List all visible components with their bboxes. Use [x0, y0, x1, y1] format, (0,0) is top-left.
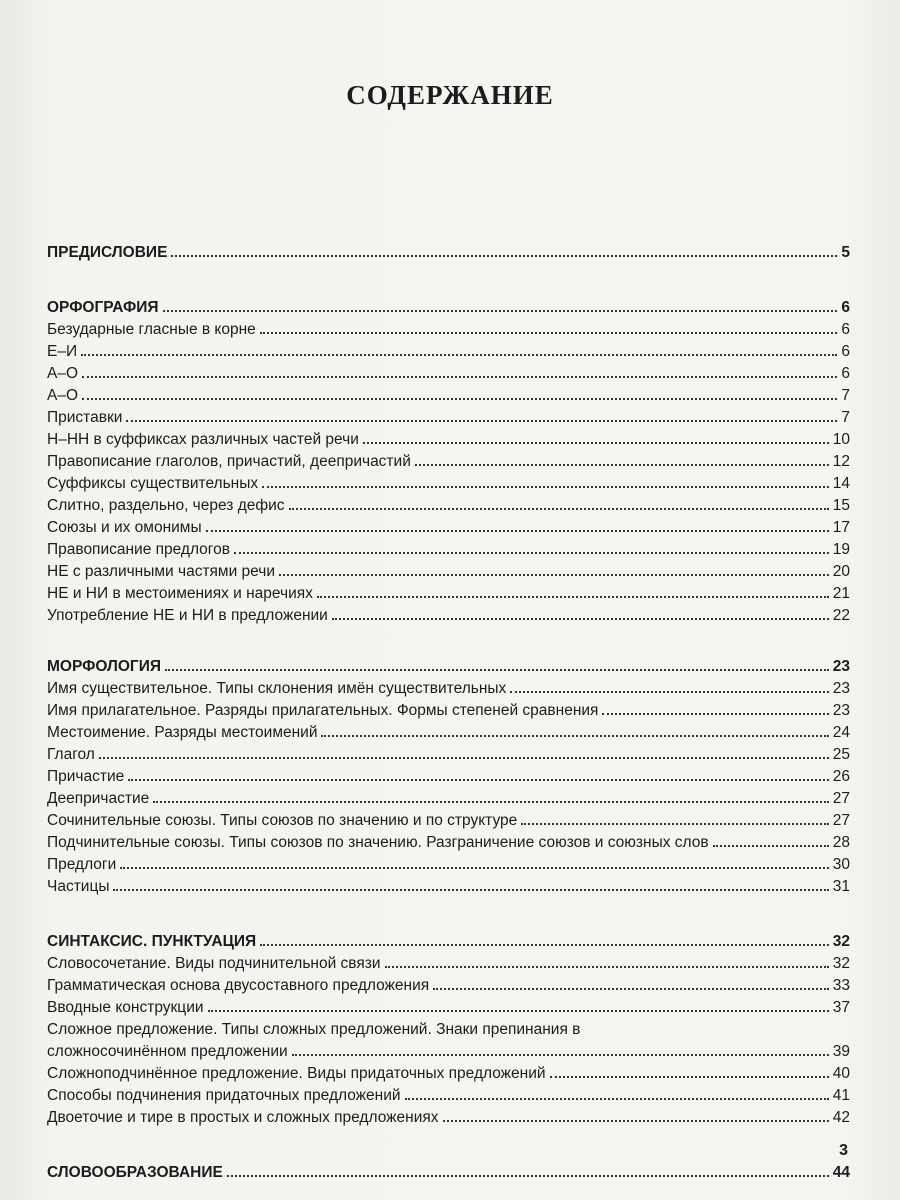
toc-item-text: А–О	[47, 365, 79, 382]
dot-leader	[120, 867, 829, 869]
toc-item-text: Имя прилагательное. Разряды прилагательных. Формы степеней сравнения	[47, 702, 599, 719]
dot-leader	[363, 442, 829, 444]
dot-leader	[128, 779, 829, 781]
toc-item-page: 6	[841, 343, 850, 360]
dot-leader	[126, 420, 837, 422]
toc-item-text: Глагол	[47, 746, 95, 763]
toc-item	[47, 339, 850, 361]
toc-item-text: Правописание глаголов, причастий, деепричастий	[47, 453, 411, 470]
dot-leader	[521, 823, 828, 825]
toc-item	[47, 852, 850, 874]
dot-leader	[292, 1054, 829, 1056]
dot-leader	[443, 1120, 829, 1122]
dot-leader	[317, 596, 829, 598]
toc-item	[47, 951, 850, 973]
toc-item-page: 7	[841, 409, 850, 426]
toc-item	[47, 830, 850, 852]
toc-item-page: 31	[832, 878, 850, 895]
dot-leader	[82, 398, 837, 400]
toc-item-page: 25	[832, 746, 850, 763]
dot-leader	[279, 574, 829, 576]
toc-item-text: Е–И	[47, 343, 78, 360]
dot-leader	[99, 757, 829, 759]
toc-item-page: 21	[832, 585, 850, 602]
dot-leader	[321, 735, 828, 737]
toc-item	[47, 449, 850, 471]
toc-item-page: 27	[832, 790, 850, 807]
toc-item-text: Слитно, раздельно, через дефис	[47, 497, 285, 514]
toc-item-text: Словосочетание. Виды подчинительной связи	[47, 955, 381, 972]
toc-item-page: 33	[832, 977, 850, 994]
toc-item	[47, 764, 850, 786]
toc-item-page: 41	[832, 1087, 850, 1104]
toc-item	[47, 515, 850, 537]
dot-leader	[227, 1175, 829, 1177]
dot-leader	[262, 486, 829, 488]
toc-item-page: 24	[832, 724, 850, 741]
toc-item-text: НЕ с различными частями речи	[47, 563, 276, 580]
toc-section	[47, 927, 850, 951]
toc-item	[47, 361, 850, 383]
dot-leader	[113, 889, 828, 891]
dot-leader	[260, 332, 838, 334]
page-title: СОДЕРЖАНИЕ	[346, 80, 554, 110]
toc-item-text: Правописание предлогов	[47, 541, 230, 558]
dot-leader	[206, 530, 829, 532]
toc-item-text: Союзы и их омонимы	[47, 519, 202, 536]
toc-item-text: НЕ и НИ в местоимениях и наречиях	[47, 585, 313, 602]
toc-item-page: 23	[832, 680, 850, 697]
dot-leader	[405, 1098, 829, 1100]
toc-item	[47, 383, 850, 405]
dot-leader	[550, 1076, 829, 1078]
dot-leader	[82, 376, 837, 378]
toc-item-page: 30	[832, 856, 850, 873]
toc-item-text: Приставки	[47, 409, 123, 426]
toc-item-page: 6	[841, 365, 850, 382]
toc-item-text: Вводные конструкции	[47, 999, 204, 1016]
toc-item-text: Подчинительные союзы. Типы союзов по значению. Разграничение союзов и союзных слов	[47, 834, 709, 851]
toc-section-page: 23	[832, 658, 850, 675]
toc-item-text: Местоимение. Разряды местоимений	[47, 724, 318, 741]
toc-item-text: Н–НН в суффиксах различных частей речи	[47, 431, 359, 448]
toc-item-page: 39	[832, 1043, 850, 1060]
toc-item-text: Предлоги	[47, 856, 117, 873]
toc-item	[47, 603, 850, 625]
toc-section-title: ПРЕДИСЛОВИЕ	[47, 244, 168, 261]
toc-item-page: 23	[832, 702, 850, 719]
toc-item	[47, 995, 850, 1017]
toc-item-page: 28	[832, 834, 850, 851]
toc-item-page: 40	[832, 1065, 850, 1082]
toc-item	[47, 405, 850, 427]
toc-section-page: 5	[841, 244, 850, 261]
toc-item-page: 14	[832, 475, 850, 492]
dot-leader	[332, 618, 829, 620]
toc-item	[47, 808, 850, 830]
toc-item-text: сложносочинённом предложении	[47, 1043, 288, 1060]
toc-item-page: 19	[832, 541, 850, 558]
toc-item	[47, 698, 850, 720]
toc-item-page: 32	[832, 955, 850, 972]
toc-item	[47, 317, 850, 339]
toc-item	[47, 1039, 850, 1061]
toc-item-page: 37	[832, 999, 850, 1016]
toc-section-title: СИНТАКСИС. ПУНКТУАЦИЯ	[47, 933, 257, 950]
toc-item	[47, 874, 850, 896]
toc-item	[47, 1105, 850, 1127]
toc-section-page: 32	[832, 933, 850, 950]
toc-item	[47, 1083, 850, 1105]
toc-section	[47, 652, 850, 676]
toc-item	[47, 471, 850, 493]
toc-item-page: 26	[832, 768, 850, 785]
dot-leader	[289, 508, 829, 510]
toc-item-page: 7	[841, 387, 850, 404]
toc-item-page: 15	[832, 497, 850, 514]
toc-item-page: 22	[832, 607, 850, 624]
table-of-contents	[47, 238, 850, 1182]
dot-leader	[208, 1010, 829, 1012]
toc-section	[47, 1158, 850, 1182]
page-number: 3	[839, 1142, 848, 1159]
toc-item-text: Сочинительные союзы. Типы союзов по значению и по структуре	[47, 812, 518, 829]
toc-section-page: 6	[841, 299, 850, 316]
dot-leader	[163, 310, 838, 312]
toc-section-title: СЛОВООБРАЗОВАНИЕ	[47, 1164, 223, 1181]
toc-item-text: Грамматическая основа двусоставного предложения	[47, 977, 430, 994]
dot-leader	[602, 713, 828, 715]
toc-item-text: Способы подчинения придаточных предложений	[47, 1087, 401, 1104]
toc-item-text: Имя существительное. Типы склонения имён существительных	[47, 680, 507, 697]
dot-leader	[171, 255, 837, 257]
toc-item	[47, 973, 850, 995]
dot-leader	[433, 988, 829, 990]
toc-item-text: Употребление НЕ и НИ в предложении	[47, 607, 328, 624]
dot-leader	[385, 966, 829, 968]
toc-item	[47, 676, 850, 698]
toc-section	[47, 293, 850, 317]
dot-leader	[153, 801, 829, 803]
toc-item-page: 42	[832, 1109, 850, 1126]
toc-section	[47, 238, 850, 262]
toc-section-title: МОРФОЛОГИЯ	[47, 658, 162, 675]
toc-item-text: Причастие	[47, 768, 125, 785]
toc-item-text: Двоеточие и тире в простых и сложных предложениях	[47, 1109, 439, 1126]
toc-item-page: 17	[832, 519, 850, 536]
toc-item	[47, 559, 850, 581]
dot-leader	[510, 691, 828, 693]
toc-item-text: Суффиксы существительных	[47, 475, 259, 492]
toc-item-text: Безударные гласные в корне	[47, 321, 256, 338]
dot-leader	[415, 464, 829, 466]
toc-item	[47, 786, 850, 808]
dot-leader	[260, 944, 829, 946]
toc-item	[47, 427, 850, 449]
toc-item-page: 6	[841, 321, 850, 338]
toc-item-page: 10	[832, 431, 850, 448]
toc-item	[47, 1061, 850, 1083]
toc-item-text: Деепричастие	[47, 790, 150, 807]
toc-item-text: Сложноподчинённое предложение. Виды придаточных предложений	[47, 1065, 546, 1082]
toc-section-page: 44	[832, 1164, 850, 1181]
toc-item	[47, 742, 850, 764]
toc-item-page: 27	[832, 812, 850, 829]
toc-item	[47, 720, 850, 742]
dot-leader	[713, 845, 829, 847]
dot-leader	[165, 669, 829, 671]
toc-item-text: А–О	[47, 387, 79, 404]
dot-leader	[234, 552, 829, 554]
toc-item-page: 12	[832, 453, 850, 470]
toc-item	[47, 537, 850, 559]
toc-item	[47, 493, 850, 515]
toc-item-page: 20	[832, 563, 850, 580]
toc-item-line: Сложное предложение. Типы сложных предложений. Знаки препинания в	[47, 1021, 581, 1038]
toc-item-text: Частицы	[47, 878, 110, 895]
toc-item	[47, 581, 850, 603]
toc-section-title: ОРФОГРАФИЯ	[47, 299, 159, 316]
dot-leader	[81, 354, 837, 356]
